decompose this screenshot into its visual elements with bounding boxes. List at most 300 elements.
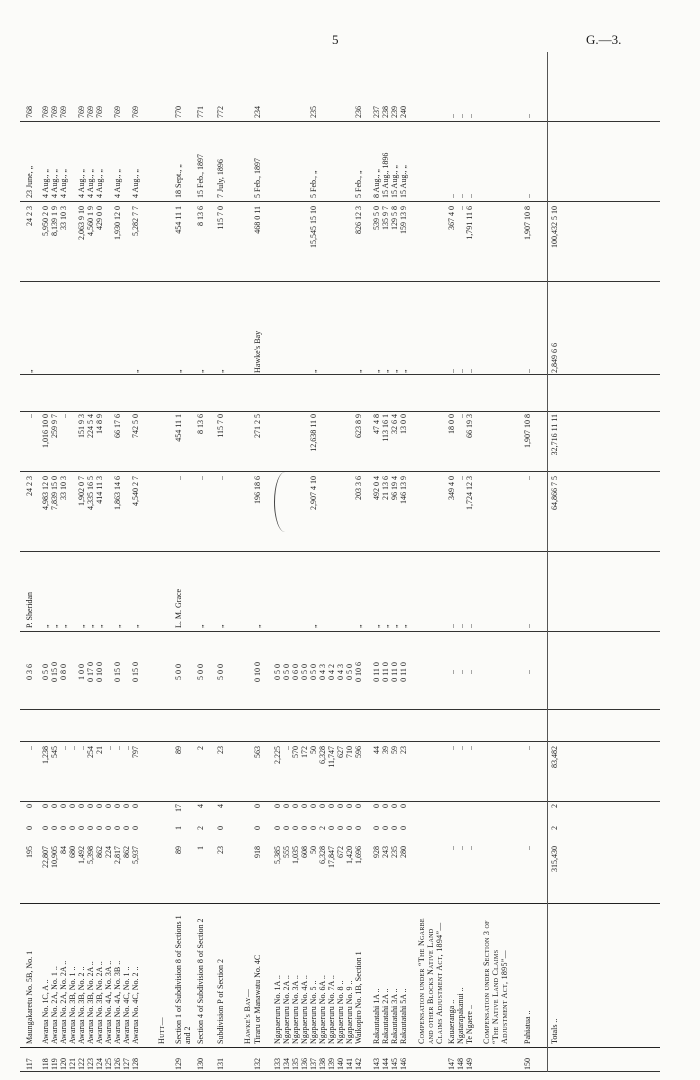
cell-am3: 367 4 0	[447, 206, 456, 230]
table-row	[86, 52, 95, 1072]
cell-roods: 0	[104, 826, 113, 830]
cell-no: 148	[456, 1058, 465, 1070]
cell-price: 0 11 0	[390, 662, 399, 682]
cell-folio: 236	[354, 106, 363, 118]
cell-roods: 0	[336, 826, 345, 830]
cell-am2: ..	[59, 414, 68, 418]
cell-acres: 555	[282, 846, 291, 858]
cell-no: 131	[216, 1058, 225, 1070]
cell-no: 118	[41, 1058, 50, 1070]
cell-a2: 23	[399, 746, 408, 754]
cell-acres: 280	[399, 846, 408, 858]
cell-perches: 0	[300, 804, 309, 808]
table-row	[327, 52, 336, 1072]
table-row	[174, 52, 192, 1072]
cell-no: 142	[354, 1058, 363, 1070]
cell-am1: ..	[174, 476, 183, 480]
cell-acres: 10,905	[50, 846, 59, 868]
cell-perches: 0	[122, 804, 131, 808]
cell-am3: 159 13 9	[399, 206, 408, 234]
cell-name: Ngapaeruru No. 1A ..	[273, 975, 282, 1044]
cell-a2: 1,238	[41, 746, 50, 764]
cell-name: Awarua No. 3B, No. 1 ..	[68, 966, 77, 1044]
cell-acres: ..	[447, 846, 456, 850]
cell-folio: 769	[86, 106, 95, 118]
cell-am1: 4,540 2 7	[131, 476, 140, 506]
cell-roods: 0	[122, 826, 131, 830]
cell-grantee: ..	[456, 624, 465, 628]
cell-perches: 4	[216, 804, 225, 808]
cell-folio: 770	[174, 106, 183, 118]
cell-district: „	[309, 369, 318, 373]
cell-acres: 23	[216, 846, 225, 854]
cell-roods: 0	[300, 826, 309, 830]
cell-perches: 0	[113, 804, 122, 808]
cell-price: 0 5 0	[300, 664, 309, 680]
cell-price: 0 15 0	[113, 662, 122, 682]
cell-no: 138	[318, 1058, 327, 1070]
cell-am1: 492 0 4	[372, 476, 381, 500]
cell-grantee: „	[372, 624, 381, 628]
cell-acres: 195	[25, 846, 34, 858]
cell-no: 132	[253, 1058, 262, 1070]
table-row	[113, 52, 122, 1072]
cell-folio: 238	[381, 106, 390, 118]
table-row	[390, 52, 399, 1072]
cell-am1: 24 2 3	[25, 476, 34, 496]
cell-acres: ..	[456, 846, 465, 850]
cell-name: Section 4 of Subdivision 8 of Section 2	[196, 918, 205, 1044]
cell-perches: 0	[59, 804, 68, 808]
cell-am2: 18 0 0	[447, 414, 456, 434]
cell-folio: 239	[390, 106, 399, 118]
cell-name: Subdivision P of Section 2	[216, 958, 225, 1044]
cell-price: 5 0 0	[196, 664, 205, 680]
cell-district: ..	[465, 369, 474, 373]
cell-am1: 7,839 15 0	[50, 476, 59, 510]
cell-perches: 0	[381, 804, 390, 808]
cell-district: „	[381, 369, 390, 373]
cell-name: Waikopiro No. 1B, Section 1	[354, 951, 363, 1044]
cell-am3: 33 10 3	[59, 206, 68, 230]
cell-grantee: „	[86, 624, 95, 628]
cell-a2: 797	[131, 746, 140, 758]
cell-am3: 135 9 7	[381, 206, 390, 230]
table-row	[95, 52, 104, 1072]
cell-am1: 64,866 7 5	[550, 476, 559, 510]
cell-name: Section 1 of Subdivision 8 of Sections 1 and 2	[174, 915, 192, 1044]
cell-acres: 2,817	[113, 846, 122, 864]
cell-district: ..	[523, 369, 532, 373]
cell-no: 146	[399, 1058, 408, 1070]
cell-no: 119	[50, 1058, 59, 1070]
cell-perches: 0	[77, 804, 86, 808]
cell-perches: 0	[354, 804, 363, 808]
cell-price: 0 3 6	[25, 664, 34, 680]
cell-am1: 1,724 12 3	[465, 476, 474, 510]
cell-a2: 2	[196, 746, 205, 750]
cell-name: Ngapaeruru No. 9 ..	[345, 980, 354, 1044]
cell-date: ..	[456, 194, 465, 198]
cell-no: 149	[465, 1058, 474, 1070]
table-row	[417, 52, 444, 1072]
table-row	[309, 52, 318, 1072]
cell-a2: ..	[122, 746, 131, 750]
cell-am3: 24 2 3	[25, 206, 34, 226]
cell-acres: 928	[372, 846, 381, 858]
cell-name: Awarua No. 2A, No. 1 ..	[50, 966, 59, 1044]
cell-am2: 66 19 3	[465, 414, 474, 438]
cell-perches: 0	[25, 804, 34, 808]
cell-grantee: „	[196, 624, 205, 628]
cell-folio: 772	[216, 106, 225, 118]
cell-grantee: „	[309, 624, 318, 628]
cell-am3: 115 7 0	[216, 206, 225, 230]
cell-acres: 50	[309, 846, 318, 854]
cell-am2: 66 17 6	[113, 414, 122, 438]
cell-am3: 826 12 3	[354, 206, 363, 234]
cell-date: 15 Aug., „	[390, 165, 399, 198]
cell-name: Ngapaeruru No. 6A ..	[318, 975, 327, 1044]
cell-folio: ..	[456, 114, 465, 118]
cell-acres: 235	[390, 846, 399, 858]
cell-acres: 680	[68, 846, 77, 858]
cell-price: 0 10 0	[95, 662, 104, 682]
cell-a2: ..	[25, 746, 34, 750]
cell-district: 2,849 6 6	[550, 343, 559, 373]
cell-price: 0 11 0	[372, 662, 381, 682]
cell-a2: 710	[345, 746, 354, 758]
cell-am2: 13 0 0	[399, 414, 408, 434]
cell-am2: ..	[456, 414, 465, 418]
cell-name: Rakautatahi 3A ..	[390, 988, 399, 1044]
cell-grantee: „	[216, 624, 225, 628]
cell-name: Awarua No. 1C, A ..	[41, 979, 50, 1044]
cell-roods: 0	[327, 826, 336, 830]
table-row	[216, 52, 225, 1072]
cell-a2: 254	[86, 746, 95, 758]
cell-name: Compensation under Section 3 of “The Native Land Claims Adjustment Act, 1895”—	[482, 920, 509, 1044]
cell-acres: 6,328	[318, 846, 327, 864]
cell-name: Kauaeranga ..	[447, 999, 456, 1044]
cell-name: Totals ..	[550, 1018, 559, 1044]
cell-roods: 0	[86, 826, 95, 830]
cell-acres: 22,807	[41, 846, 50, 868]
table-row	[273, 52, 282, 1072]
cell-roods: 1	[174, 826, 183, 830]
cell-district: „	[372, 369, 381, 373]
cell-am1: 1,902 0 7	[77, 476, 86, 506]
cell-price: 0 5 0	[345, 664, 354, 680]
table-row	[104, 52, 113, 1072]
totals-rule	[547, 52, 548, 1072]
cell-date: 15 Aug., „	[399, 165, 408, 198]
cell-folio: 769	[131, 106, 140, 118]
cell-price: 0 11 0	[399, 662, 408, 682]
cell-district: ..	[447, 369, 456, 373]
cell-no: 147	[447, 1058, 456, 1070]
cell-perches: 0	[86, 804, 95, 808]
table-row	[196, 52, 214, 1072]
cell-name: Awarua No. 2A, No. 2A ..	[59, 960, 68, 1044]
cell-a2: 50	[309, 746, 318, 754]
cell-price: 0 4 3	[336, 664, 345, 680]
cell-price: 0 5 0	[41, 664, 50, 680]
cell-grantee: „	[59, 624, 68, 628]
cell-am1: 33 10 3	[59, 476, 68, 500]
cell-perches: 0	[131, 804, 140, 808]
cell-price: ..	[447, 670, 456, 674]
cell-roods: 0	[309, 826, 318, 830]
cell-name: Awarua No. 4C, No. 1 ..	[122, 966, 131, 1044]
cell-price: 0 15 0	[131, 662, 140, 682]
cell-acres: 5,385	[273, 846, 282, 864]
cell-a2: 627	[336, 746, 345, 758]
cell-perches: 0	[327, 804, 336, 808]
cell-a2: 44	[372, 746, 381, 754]
cell-folio: ..	[465, 114, 474, 118]
cell-acres: ..	[465, 846, 474, 850]
cell-folio: 234	[253, 106, 262, 118]
table-row	[25, 52, 34, 1072]
table-row	[465, 52, 474, 1072]
table-row	[77, 52, 86, 1072]
cell-grantee: „	[95, 624, 104, 628]
cell-am3: 1,907 10 8	[523, 206, 532, 240]
cell-a2: 23	[216, 746, 225, 754]
cell-roods: 0	[41, 826, 50, 830]
cell-acres: 89	[174, 846, 183, 854]
cell-folio: 771	[196, 106, 205, 118]
cell-roods: 2	[196, 826, 205, 830]
cell-acres: 672	[336, 846, 345, 858]
table-row	[372, 52, 381, 1072]
cell-name: Awarua No. 3B, No. 2A ..	[86, 961, 95, 1044]
cell-a2: ..	[465, 746, 474, 750]
cell-folio: 768	[25, 106, 34, 118]
cell-a2: 83,482	[550, 746, 559, 768]
cell-roods: 0	[345, 826, 354, 830]
cell-no: 141	[345, 1058, 354, 1070]
cell-perches: 0	[372, 804, 381, 808]
cell-grantee: „	[113, 624, 122, 628]
cell-acres: 1,492	[77, 846, 86, 864]
cell-roods: 0	[95, 826, 104, 830]
cell-price: 0 4 2	[327, 664, 336, 680]
page-reference: G.—3.	[586, 32, 622, 47]
cell-am2: 259 9 7	[50, 414, 59, 438]
cell-am1: 203 3 6	[354, 476, 363, 500]
cell-am3: 100,432 5 10	[550, 206, 559, 248]
cell-grantee: „	[77, 624, 86, 628]
table-row	[157, 52, 166, 1072]
cell-date: 5 Feb., „	[354, 170, 363, 198]
cell-am3: 8,139 1 9	[50, 206, 59, 236]
cell-name: Ngapaeruru No. 3A ..	[291, 975, 300, 1044]
cell-perches: 0	[345, 804, 354, 808]
cell-date: 4 Aug., „	[50, 169, 59, 198]
cell-name: Ngapaeruru No. 4A ..	[300, 975, 309, 1044]
cell-price: ..	[465, 670, 474, 674]
table-row	[122, 52, 131, 1072]
cell-price: 0 5 0	[309, 664, 318, 680]
cell-no: 123	[86, 1058, 95, 1070]
cell-no: 120	[59, 1058, 68, 1070]
cell-folio: 235	[309, 106, 318, 118]
cell-roods: 0	[50, 826, 59, 830]
cell-district: „	[131, 369, 140, 373]
cell-no: 125	[104, 1058, 113, 1070]
cell-grantee: L. M. Grace	[174, 588, 183, 628]
cell-grantee: ..	[523, 624, 532, 628]
cell-am2: 8 13 6	[196, 414, 205, 434]
cell-no: 140	[336, 1058, 345, 1070]
cell-roods: 0	[131, 826, 140, 830]
cell-perches: 0	[68, 804, 77, 808]
cell-price: ..	[456, 670, 465, 674]
cell-price: 0 5 0	[273, 664, 282, 680]
cell-district: „	[25, 369, 34, 373]
cell-no: 143	[372, 1058, 381, 1070]
cell-grantee: „	[399, 624, 408, 628]
cell-roods: 0	[68, 826, 77, 830]
cell-folio: 237	[372, 106, 381, 118]
table-row	[41, 52, 50, 1072]
cell-date: 5 Feb., 1897	[253, 158, 262, 198]
cell-name: Rakautatahi 2A ..	[381, 988, 390, 1044]
cell-a2: 11,747	[327, 746, 336, 768]
cell-am2: 454 11 1	[174, 414, 183, 442]
cell-grantee: P. Sheridan	[25, 592, 34, 628]
cell-am2: 115 7 0	[216, 414, 225, 438]
cell-roods: 0	[216, 826, 225, 830]
table-row	[482, 52, 509, 1072]
cell-a2: ..	[113, 746, 122, 750]
cell-name: Rakautatahi 1A ..	[372, 988, 381, 1044]
table-row	[243, 52, 252, 1072]
cell-price: 5 0 0	[216, 664, 225, 680]
cell-name: Awarua No. 4A, No. 3B ..	[113, 960, 122, 1044]
table-row	[131, 52, 140, 1072]
table-row	[291, 52, 300, 1072]
cell-am2: 151 9 3	[77, 414, 86, 438]
table-row	[59, 52, 68, 1072]
cell-folio: 769	[77, 106, 86, 118]
cell-roods: 2	[550, 826, 559, 830]
cell-acres: 918	[253, 846, 262, 858]
cell-am3: 8 13 6	[196, 206, 205, 226]
cell-grantee: „	[381, 624, 390, 628]
cell-date: 4 Aug., „	[86, 169, 95, 198]
cell-grantee: „	[41, 624, 50, 628]
cell-grantee: „	[253, 624, 262, 628]
cell-roods: 0	[282, 826, 291, 830]
cell-am2: 224 5 4	[86, 414, 95, 438]
table-row	[447, 52, 456, 1072]
cell-date: 15 Feb., 1897	[196, 154, 205, 198]
cell-name: Compensation under “The Ngarbe and other Blocks Native Land Claims Adjustment Act, 1894”—	[417, 918, 444, 1044]
cell-name: Rakautatahi 5A ..	[399, 988, 408, 1044]
cell-perches: 0	[336, 804, 345, 808]
cell-am1: ..	[216, 476, 225, 480]
cell-am2: 47 4 8	[372, 414, 381, 434]
cell-grantee: „	[354, 624, 363, 628]
cell-acres: 17,847	[327, 846, 336, 868]
cell-roods: 0	[25, 826, 34, 830]
cell-name: Ngapaeruru No. 8 ..	[336, 980, 345, 1044]
cell-acres: 315,430	[550, 846, 559, 872]
cell-no: 130	[196, 1058, 205, 1070]
cell-roods: 2	[318, 826, 327, 830]
cell-a2: 89	[174, 746, 183, 754]
cell-a2: ..	[523, 746, 532, 750]
cell-perches: 0	[41, 804, 50, 808]
cell-am1: ..	[196, 476, 205, 480]
table-row	[318, 52, 327, 1072]
cell-am2: 271 2 5	[253, 414, 262, 438]
cell-acres: 84	[59, 846, 68, 854]
cell-date: 4 Aug., „	[77, 169, 86, 198]
cell-no: 117	[25, 1058, 34, 1070]
table-row	[282, 52, 291, 1072]
cell-price: 0 6 0	[291, 664, 300, 680]
cell-grantee: ..	[447, 624, 456, 628]
cell-no: 129	[174, 1058, 183, 1070]
cell-no: 126	[113, 1058, 122, 1070]
cell-price: 5 0 0	[174, 664, 183, 680]
cell-am2: 1,907 10 8	[523, 414, 532, 448]
cell-am1: 2,907 4 10	[309, 476, 318, 510]
cell-district: „	[196, 369, 205, 373]
table-row	[354, 52, 363, 1072]
cell-a2: ..	[68, 746, 77, 750]
table-row	[550, 52, 559, 1072]
cell-grantee: ..	[465, 624, 474, 628]
cell-price: 0 17 0	[86, 662, 95, 682]
cell-no: 136	[300, 1058, 309, 1070]
cell-a2: ..	[456, 746, 465, 750]
cell-am3: ..	[456, 206, 465, 210]
cell-am3: 15,545 15 10	[309, 206, 318, 248]
cell-roods: 0	[77, 826, 86, 830]
cell-date: 5 Feb., „	[309, 170, 318, 198]
cell-am2: 14 8 9	[95, 414, 104, 434]
cell-perches: 0	[104, 804, 113, 808]
cell-acres: 1,420	[345, 846, 354, 864]
cell-a2: ..	[59, 746, 68, 750]
cell-price: 0 10 6	[354, 662, 363, 682]
cell-perches: 0	[318, 804, 327, 808]
cell-am1: 414 11 3	[95, 476, 104, 504]
cell-district: ..	[456, 369, 465, 373]
cell-name: Ngatarapakanui ..	[456, 987, 465, 1044]
cell-a2: 172	[300, 746, 309, 758]
cell-price: 0 10 0	[253, 662, 262, 682]
cell-no: 128	[131, 1058, 140, 1070]
cell-acres: 243	[381, 846, 390, 858]
table-row	[253, 52, 262, 1072]
cell-folio: 769	[95, 106, 104, 118]
cell-a2: 6,328	[318, 746, 327, 764]
cell-am1: 96 19 4	[390, 476, 399, 500]
cell-roods: 0	[399, 826, 408, 830]
cell-district: „	[390, 369, 399, 373]
cell-date: 4 Aug., „	[95, 169, 104, 198]
cell-grantee: „	[50, 624, 59, 628]
cell-folio: 769	[59, 106, 68, 118]
cell-date: 4 Aug., „	[113, 169, 122, 198]
cell-name: Ngapaeruru No. 7A ..	[327, 975, 336, 1044]
